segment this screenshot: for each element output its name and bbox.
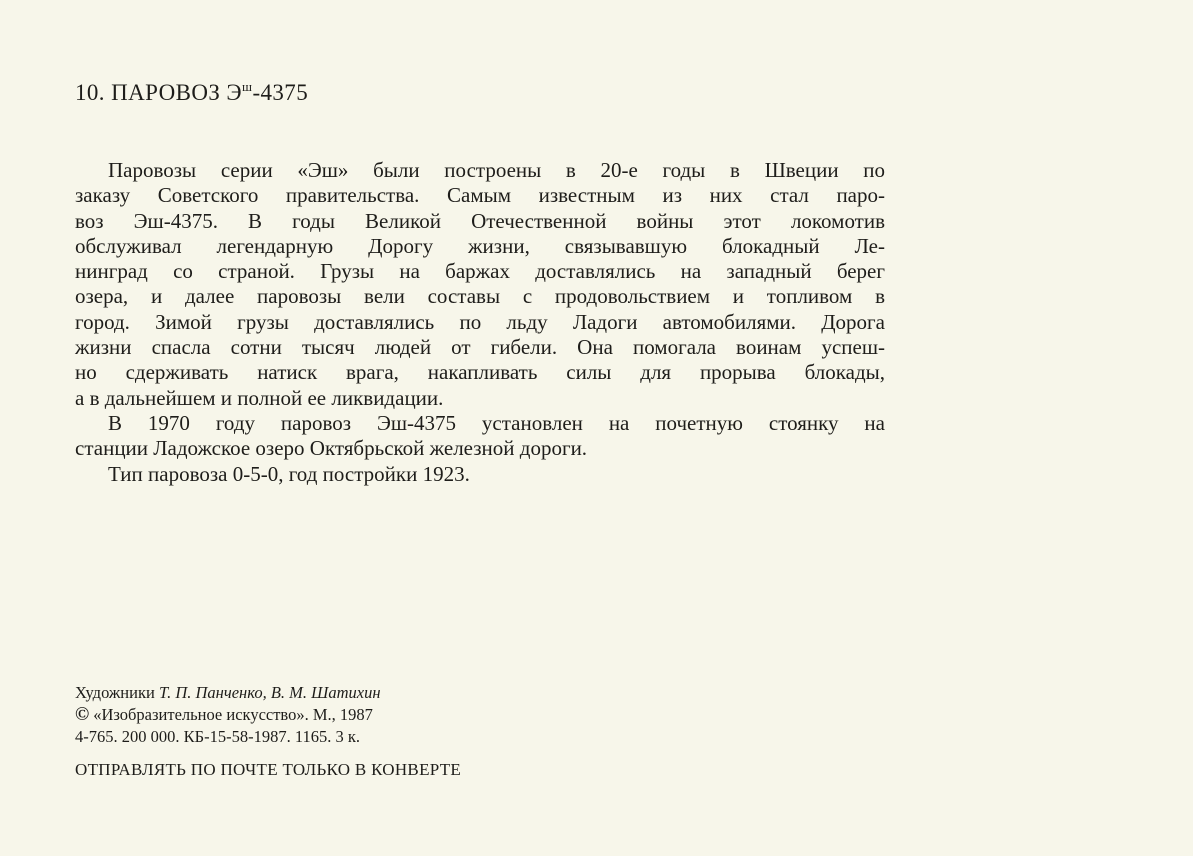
- title-superscript: ш: [242, 79, 253, 94]
- text-line: а в дальнейшем и полной ее ликвидации.: [75, 385, 444, 410]
- artists-label: Художники: [75, 683, 155, 702]
- text-line: жизни спасла сотни тысяч людей от гибели. Она помогала воинам успеш-: [75, 335, 885, 360]
- title-suffix: -4375: [252, 80, 309, 105]
- artists-names: Т. П. Панченко, В. М. Шатихин: [158, 683, 381, 702]
- text-line: станции Ладожское озеро Октябрьской железной дороги.: [75, 436, 588, 461]
- text-line: Паровозы серии «Эш» были построены в 20-е годы в Швеции по: [108, 158, 885, 182]
- title-prefix: 10. ПАРОВОЗ Э: [75, 80, 243, 105]
- credits-block: [75, 682, 381, 748]
- text-line: город. Зимой грузы доставлялись по льду Ладоги автомобилями. Дорога: [75, 309, 885, 334]
- text-line: В 1970 году паровоз Эш-4375 установлен на почетную стоянку на: [108, 410, 885, 435]
- text-line: но сдерживать натиск врага, накапливать силы для прорыва блокады,: [75, 360, 885, 385]
- text-line: обслуживал легендарную Дорогу жизни, связывавшую блокадный Ле-: [75, 233, 885, 258]
- publisher-line: [75, 704, 381, 726]
- publisher-text: «Изобразительное искусство». М., 1987: [93, 705, 373, 724]
- copyright-icon: ©: [75, 704, 90, 725]
- text-line: Тип паровоза 0-5-0, год постройки 1923.: [108, 461, 470, 486]
- print-info: 4-765. 200 000. КБ-15-58-1987. 1165. 3 к.: [75, 727, 360, 746]
- text-line: озера, и далее паровозы вели составы с продовольствием и топливом в: [75, 284, 885, 309]
- text-line: воз Эш-4375. В годы Великой Отечественной войны этот локомотив: [75, 208, 885, 233]
- description-text: [75, 158, 885, 487]
- page-title: [75, 80, 308, 106]
- text-line: заказу Советского правительства. Самым известным из них стал паро-: [75, 183, 885, 208]
- artists-line: [75, 682, 381, 704]
- mailing-note: ОТПРАВЛЯТЬ ПО ПОЧТЕ ТОЛЬКО В КОНВЕРТЕ: [75, 760, 462, 779]
- text-line: нинград со страной. Грузы на баржах доставлялись на западный берег: [75, 259, 885, 284]
